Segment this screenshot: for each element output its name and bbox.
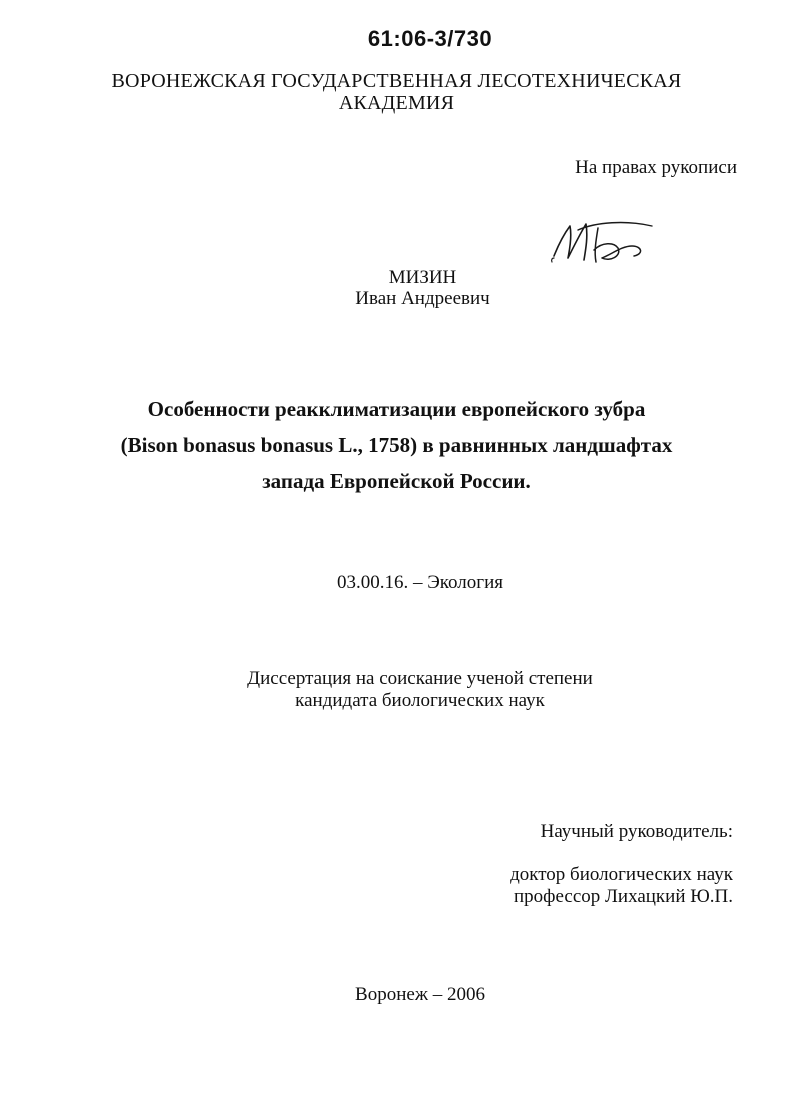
degree-statement-line2: кандидата биологических наук bbox=[295, 690, 545, 711]
degree-statement-line1: Диссертация на соискание ученой степени bbox=[247, 668, 593, 689]
supervisor-label: Научный руководитель: bbox=[540, 821, 733, 842]
handwritten-signature bbox=[548, 216, 658, 268]
dissertation-title-line1: Особенности реакклиматизации европейского зубра bbox=[147, 397, 646, 421]
dissertation-title-line2: (Bison bonasus bonasus L., 1758) в равнинных ландшафтах bbox=[120, 433, 673, 457]
institution-name-line1: ВОРОНЕЖСКАЯ ГОСУДАРСТВЕННАЯ ЛЕСОТЕХНИЧЕСКАЯ bbox=[111, 70, 682, 92]
manuscript-rights-note: На правах рукописи bbox=[575, 157, 737, 178]
institution-name-line2: АКАДЕМИЯ bbox=[338, 92, 455, 114]
supervisor-degree: доктор биологических наук bbox=[510, 864, 733, 885]
dissertation-title-line3: запада Европейской России. bbox=[262, 469, 531, 493]
supervisor-name: профессор Лихацкий Ю.П. bbox=[514, 886, 733, 907]
document-code: 61:06-3/730 bbox=[367, 26, 493, 51]
author-surname: МИЗИН bbox=[388, 267, 457, 288]
place-and-year: Воронеж – 2006 bbox=[355, 984, 485, 1005]
specialty-code: 03.00.16. – Экология bbox=[337, 572, 503, 593]
author-given-names: Иван Андреевич bbox=[355, 288, 490, 309]
